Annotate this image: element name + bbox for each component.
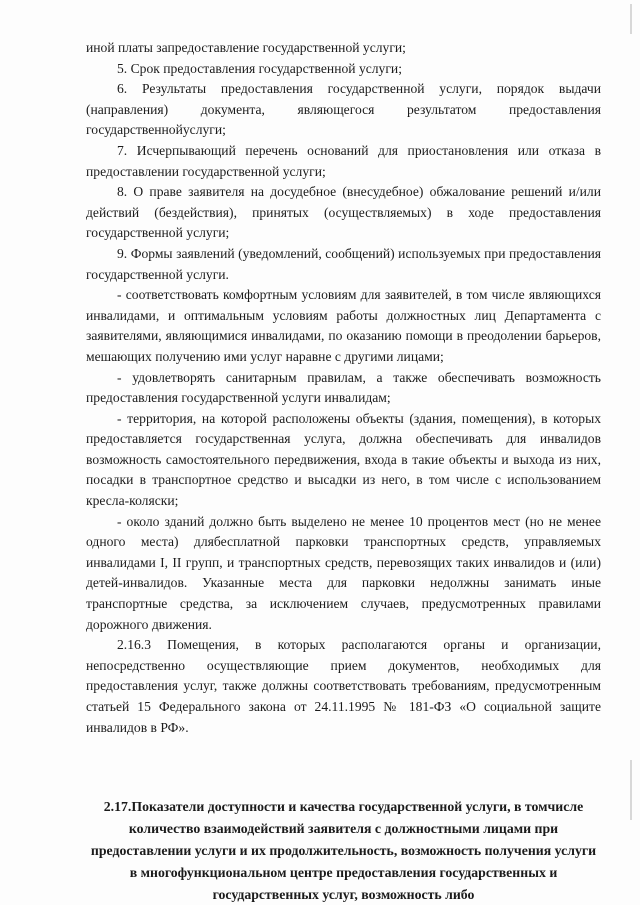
requirement-comfort: - соответствовать комфортным условиям для заявителей, в том числе являющихся инвалидами, и оптимальным условиям работы должностных лиц Департамента с заявителями, являющимися инвалидами, по оказанию помощи в преодолении барьеров, мешающих получению ими услуг наравне с другими лицами;	[86, 287, 601, 364]
list-item-9: 9. Формы заявлений (уведомлений, сообщений) используемых при предоставления государственной услуги.	[86, 245, 601, 282]
section-heading-2-17: 2.17.Показатели доступности и качества государственной услуги, в томчисле количество взаимодействий заявителя с должностными лицами при предоставлении услуги и их продолжительность, возможность получения услуги в многофункциональном центре предоставления государственных и государственных услуг, возможность либо	[90, 799, 597, 902]
list-item-7: 7. Исчерпывающий перечень оснований для приостановления или отказа в предоставлении государственной услуги;	[86, 142, 601, 179]
scan-edge-mark	[630, 760, 632, 820]
requirement-parking: - около зданий должно быть выделено не менее 10 процентов мест (но не менее одного места) длябесплатной парковки транспортных средств, управляемых инвалидами I, II групп, и транспортных средств, перевозящих таких инвалидов и (или) детей-инвалидов. Указанные места для парковки недолжны занимать иные транспортные средства, за исключением случаев, предусмотренных правилами дорожного движения.	[86, 513, 601, 632]
list-item-5: 5. Срок предоставления государственной услуги;	[117, 60, 402, 76]
paragraph-continuation: иной платы запредоставление государственной услуги;	[86, 40, 406, 55]
clause-2-16-3: 2.16.3 Помещения, в которых располагаются органы и организации, непосредственно осуществляющие прием документов, необходимых для предоставления услуг, также должны соответствовать требованиям, предусмотренным статьей 15 Федерального закона от 24.11.1995 № 181-ФЗ «О социальной защите инвалидов в РФ».	[86, 637, 601, 735]
list-item-8: 8. О праве заявителя на досудебное (внесудебное) обжалование решений и/или действий (бездействия), принятых (осуществляемых) в ходе предоставления государственной услуги;	[86, 184, 601, 241]
scan-edge-mark	[630, 4, 632, 34]
document-body	[86, 38, 601, 738]
requirement-territory: - территория, на которой расположены объекты (здания, помещения), в которых предоставляется государственная услуга, должна обеспечивать для инвалидов возможность самостоятельного передвижения, входа в такие объекты и выхода из них, посадки в транспортное средство и высадки из него, в том числе с использованием кресла-коляски;	[86, 410, 601, 509]
requirement-sanitary: - удовлетворять санитарным правилам, а также обеспечивать возможность предоставления государственной услуги инвалидам;	[86, 369, 601, 406]
list-item-6: 6. Результаты предоставления государственной услуги, порядок выдачи (направления) документа, являющегося результатом предоставления государственнойуслуги;	[86, 81, 601, 138]
